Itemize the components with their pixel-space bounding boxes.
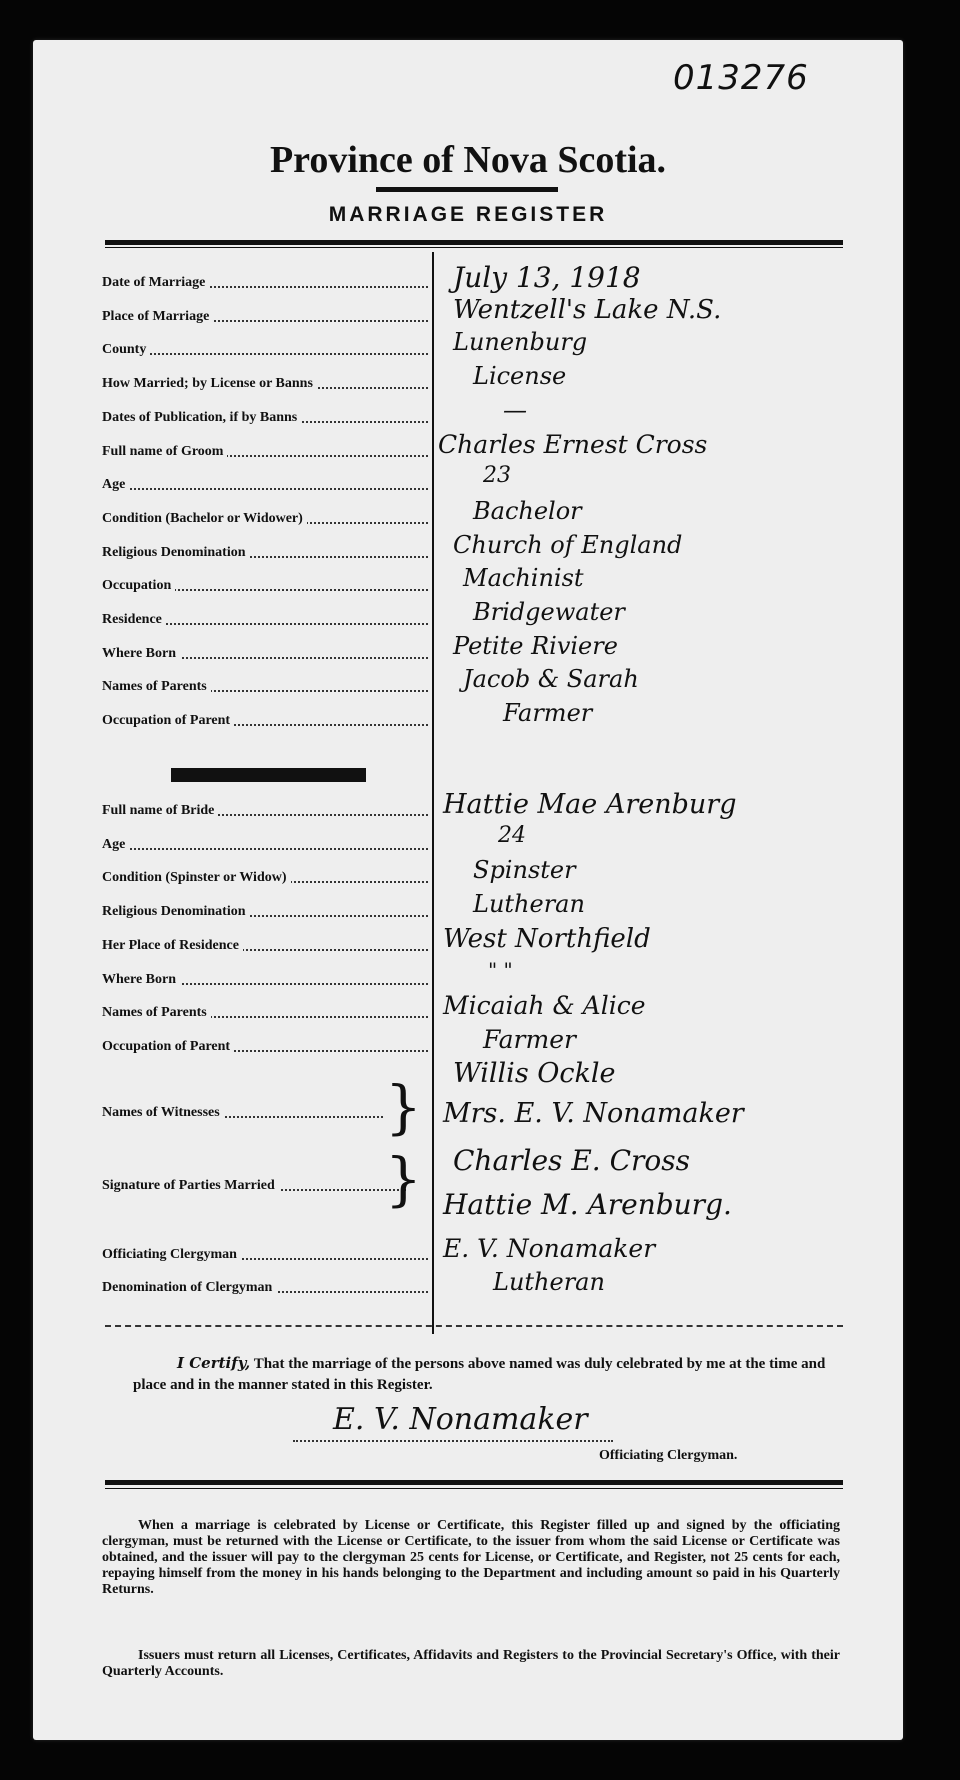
bride-label-2: Condition (Spinster or Widow) <box>102 870 432 886</box>
bride-value-4: West Northfield <box>443 923 651 954</box>
groom-label-7: Condition (Bachelor or Widower) <box>102 511 432 527</box>
certification-signature: E. V. Nonamaker <box>333 1402 588 1437</box>
signatures-brace: } <box>385 1145 422 1213</box>
bride-label-5: Where Born <box>102 972 432 988</box>
groom-value-3: License <box>473 362 567 391</box>
bride-value-3: Lutheran <box>473 890 585 919</box>
denomination-clergyman-label: Denomination of Clergyman <box>102 1280 432 1296</box>
officiating-clergyman-caption: Officiating Clergyman. <box>599 1448 738 1463</box>
groom-label-0: Date of Marriage <box>102 275 432 291</box>
groom-label-8: Religious Denomination <box>102 545 432 561</box>
groom-value-1: Wentzell's Lake N.S. <box>453 294 722 325</box>
bride-value-5: " " <box>488 957 513 982</box>
bride-label-0: Full name of Bride <box>102 803 432 819</box>
groom-value-8: Church of England <box>453 530 683 559</box>
bride-label-7: Occupation of Parent <box>102 1039 432 1055</box>
groom-label-13: Occupation of Parent <box>102 713 432 729</box>
groom-value-7: Bachelor <box>473 496 582 525</box>
witnesses-label: Names of Witnesses <box>102 1105 387 1121</box>
notice-paragraph: When a marriage is celebrated by License or Certificate, this Register filled up and signed by the officiating clergyman, must be returned with the License or Certificate, to the issuer from whom the said License or Certificate was obtained, and the issuer will pay to the clergyman 25 cents for License, or Certificate, and Register, not 25 cents for each, repaying himself from the money in his hands belonging to the Department and including amount so paid in his Quarterly Returns. <box>102 1518 840 1597</box>
groom-label-6: Age <box>102 477 432 493</box>
groom-value-13: Farmer <box>503 699 593 728</box>
bride-value-0: Hattie Mae Arenburg <box>443 789 737 820</box>
officiating-clergyman-label: Officiating Clergyman <box>102 1247 432 1263</box>
title-underline <box>376 187 558 192</box>
footer-rule-thin <box>105 1488 843 1489</box>
witness-1: Willis Ockle <box>453 1058 616 1089</box>
footer-rule <box>105 1480 843 1485</box>
groom-value-0: July 13, 1918 <box>453 261 641 294</box>
marriage-register-document <box>33 40 903 1740</box>
bride-label-3: Religious Denomination <box>102 904 432 920</box>
bride-value-2: Spinster <box>473 856 576 885</box>
bride-value-6: Micaiah & Alice <box>443 991 646 1021</box>
document-subtitle: MARRIAGE REGISTER <box>328 203 608 226</box>
certification-statement <box>133 1353 843 1396</box>
document-title: Province of Nova Scotia. <box>269 139 667 181</box>
issuers-notice: Issuers must return all Licenses, Certificates, Affidavits and Registers to the Provincial Secretary's Office, with their Quarterly Accounts. <box>102 1648 840 1679</box>
header-rule-thin <box>105 247 843 248</box>
bride-label-6: Names of Parents <box>102 1005 432 1021</box>
groom-label-11: Where Born <box>102 646 432 662</box>
witness-2: Mrs. E. V. Nonamaker <box>443 1098 744 1129</box>
certify-separator <box>105 1325 843 1327</box>
groom-value-9: Machinist <box>463 564 584 593</box>
bride-signature: Hattie M. Arenburg. <box>443 1188 732 1221</box>
bride-label-1: Age <box>102 837 432 853</box>
groom-value-11: Petite Riviere <box>453 631 618 660</box>
officiating-clergyman-value: E. V. Nonamaker <box>443 1234 656 1263</box>
groom-label-5: Full name of Groom <box>102 444 432 460</box>
bride-value-7: Farmer <box>483 1024 576 1054</box>
groom-signature: Charles E. Cross <box>453 1144 690 1177</box>
groom-label-3: How Married; by License or Banns <box>102 376 432 392</box>
groom-value-2: Lunenburg <box>453 328 588 357</box>
groom-value-12: Jacob & Sarah <box>463 665 639 694</box>
bride-label-4: Her Place of Residence <box>102 938 432 954</box>
groom-value-4: — <box>503 395 527 424</box>
groom-label-12: Names of Parents <box>102 679 432 695</box>
groom-label-9: Occupation <box>102 578 432 594</box>
witnesses-brace: } <box>385 1073 422 1141</box>
serial-number: 013276 <box>673 58 809 98</box>
signatures-label: Signature of Parties Married <box>102 1178 410 1194</box>
denomination-clergyman-value: Lutheran <box>493 1268 605 1296</box>
groom-label-2: County <box>102 342 432 358</box>
groom-value-6: 23 <box>483 463 511 489</box>
groom-value-5: Charles Ernest Cross <box>438 429 708 459</box>
certify-lead: I Certify, <box>177 1354 251 1372</box>
certify-text: That the marriage of the persons above named was duly celebrated by me at the time and place and in the manner stated in this Register. <box>133 1356 826 1393</box>
column-divider <box>432 252 434 1334</box>
groom-label-1: Place of Marriage <box>102 309 432 325</box>
redacted-bar <box>171 768 366 782</box>
header-rule <box>105 240 843 245</box>
signature-line <box>293 1440 613 1442</box>
groom-label-4: Dates of Publication, if by Banns <box>102 410 432 426</box>
bride-value-1: 24 <box>498 822 526 848</box>
groom-value-10: Bridgewater <box>473 598 625 626</box>
groom-label-10: Residence <box>102 612 432 628</box>
